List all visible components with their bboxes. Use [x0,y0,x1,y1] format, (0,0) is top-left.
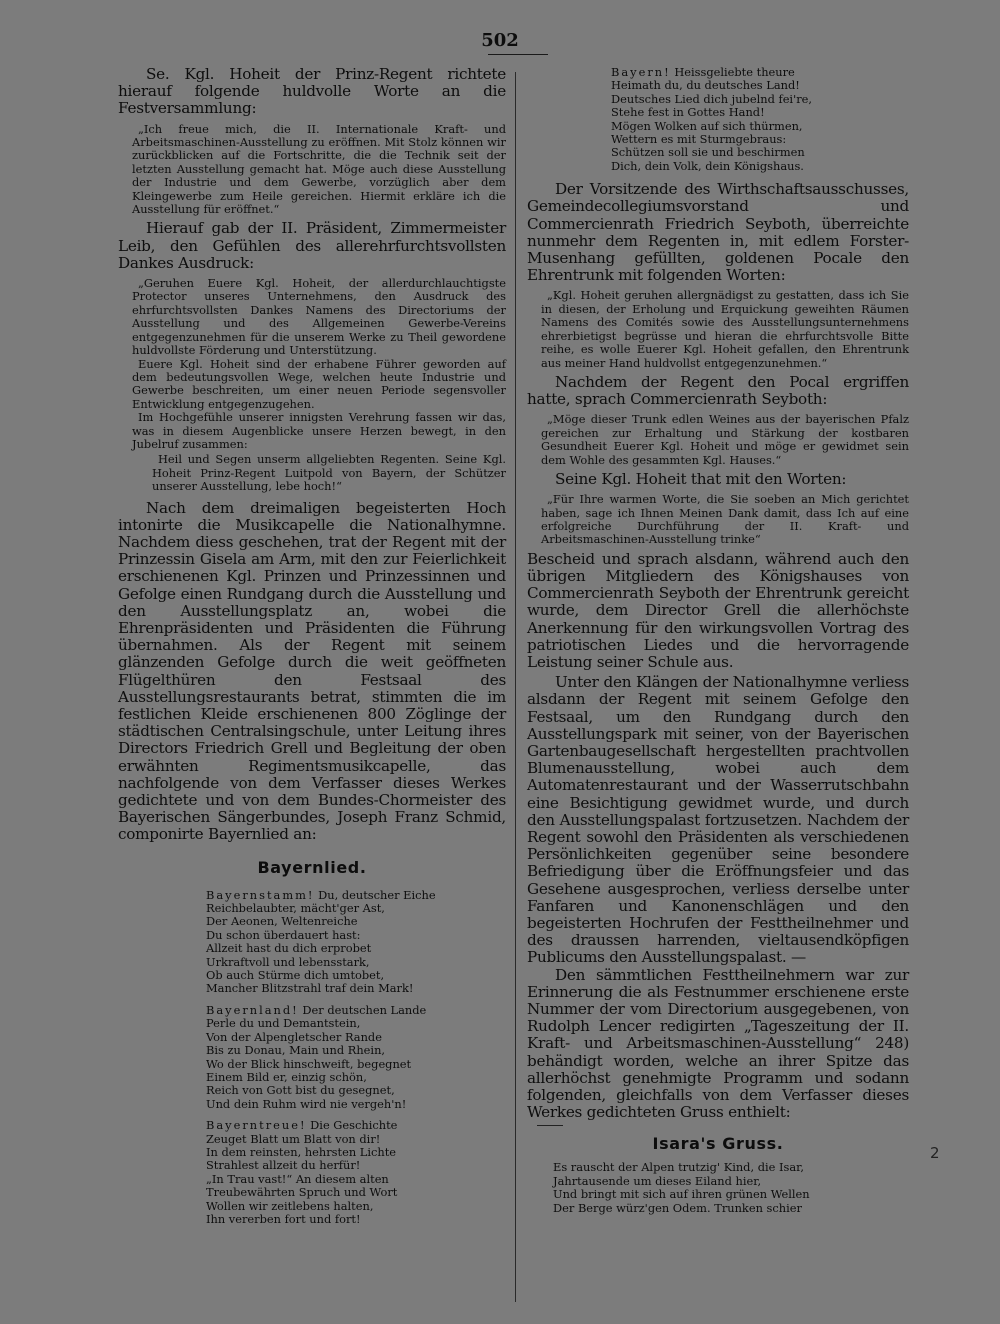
poem-line: In dem reinsten, hehrsten Lichte [206,1144,397,1159]
poem-line: Allzeit hast du dich erprobet [206,941,372,956]
paragraph: Der Vorsitzende des Wirthschaftsausschusses, Gemeindecollegiumsvorstand und Commercienrath Friedrich Seyboth, überreichte nunmehr dem Regenten in, mit edlem Forster-Musenhang gefüllten, goldenen Pocale den Ehrentrunk mit folgenden Worten: [527,180,909,285]
stanza-lead: Bayernstamm! [206,887,315,902]
stanza-lead: Bayern! [611,65,671,79]
poem-line: Die Geschichte [306,1118,398,1133]
stanza [611,66,909,173]
poem-line: Einem Bild er, einzig schön, [206,1069,367,1084]
margin-note: 2 [930,1144,940,1162]
paragraph: Unter den Klängen der Nationalhymne verliess alsdann der Regent mit seinem Gefolge den Festsaal, um den Rundgang durch den Ausstellungspark mit seiner, von der Bayerischen Gartenbaugesellschaft hergestellten prachtvollen Blumenausstellung, wobei auch dem Automatenrestaurant und der Wasserrutschbahn eine Besichtigung gewidmet wurde, und durch den Ausstellungspalast fortzusetzen. Nachdem der Regent sowohl den Präsidenten als verschiedenen Persönlichkeiten gegenüber seine besondere Befriedigung über die Eröffnungsfeier und das Gesehene ausgesprochen, verliess derselbe unter Fanfaren und Kanonenschlägen und den begeisterten Hochrufen der Festtheilnehmer und des draussen harrenden, vieltausendköpfigen Publicums den Ausstellungspalast. — [527,673,909,967]
stanza [206,1119,506,1226]
poem-line: Ihn vererben fort und fort! [206,1211,361,1226]
stanza [553,1161,909,1215]
stanza [206,889,506,996]
page-number-rule [488,54,548,55]
quote: „Ich freue mich, die II. Internationale Kraft- und Arbeitsmaschinen-Ausstellung zu eröffnen. Mit Stolz können wir zurückblicken auf die Fortschritte, die die Technik seit der letzten Ausstellung gemacht hat. Möge auch diese Ausstellung der Industrie und dem Gewerbe, vorzüglich aber dem Kleingewerbe zum Heile gereichen. Hiermit erkläre ich die Ausstellung für eröffnet.“ [132,121,506,217]
column-divider [515,72,516,1302]
paragraph: Hierauf gab der II. Präsident, Zimmermeister Leib, den Gefühlen des allerehrfurchtsvollsten Dankes Ausdruck: [118,219,506,272]
quote-block [118,277,506,494]
quote: Heil und Segen unserm allgeliebten Regenten. Seine Kgl. Hoheit Prinz-Regent Luitpold von Bayern, der Schützer unserer Ausstellung, lebe hoch!“ [152,452,506,494]
quote: Euere Kgl. Hoheit sind der erhabene Führer geworden auf dem bedeutungsvollen Wege, welchen heute Industrie und Gewerbe beschreiten, um einer neuen Periode segensvoller Entwicklung entgegenzugehen. [132,356,506,411]
poem-line: Du schon überdauert hast: [206,927,361,942]
poem-line: Es rauscht der Alpen trutzig' Kind, die Isar, [553,1160,804,1175]
right-column [527,66,909,1215]
poem-line: Mancher Blitzstrahl traf dein Mark! [206,981,414,996]
quote: Im Hochgefühle unserer innigsten Verehrung fassen wir das, was in diesem Augenblicke unsere Herzen bewegt, in den Jubelruf zusammen: [132,410,506,451]
song-title: Bayernlied. [257,857,367,877]
poem-line: Wo der Blick hinschweift, begegnet [206,1056,412,1071]
poem-line: Schützen soll sie und beschirmen [611,145,805,160]
poem-title: Isara's Gruss. [652,1134,784,1154]
paragraph: Bescheid und sprach alsdann, während auch den übrigen Mitgliedern des Königshauses von Commercienrath Seyboth der Ehrentrunk gereicht wurde, dem Director Grell die allerhöchste Anerkennung für den wirkungsvollen Vortrag des patriotischen Liedes und die hervorragende Leistung seiner Schule aus. [527,549,909,671]
poem-line: Reich von Gott bist du gesegnet, [206,1083,395,1098]
left-column [118,66,506,1234]
poem-line: Dich, dein Volk, dein Königshaus. [611,158,804,173]
poem-line: Treubewährten Spruch und Wort [206,1185,398,1200]
poem-line: Reichbelaubter, mächt'ger Ast, [206,901,385,916]
poem-line: Jahrtausende um dieses Eiland hier, [553,1173,762,1188]
poem-line: Der Aeonen, Weltenreiche [206,914,358,929]
paragraph: Seine Kgl. Hoheit that mit den Worten: [555,469,847,488]
poem-line: Und bringt mit sich auf ihren grünen Wellen [553,1187,810,1202]
paragraph: Den sämmtlichen Festtheilnehmern war zur Erinnerung die als Festnummer erschienene erste Nummer der vom Directorium ausgegebenen, von Rudolph Lencer redigirten „Tageszeitung der II. Kraft- und Arbeitsmaschinen-Ausstellung“ 248) behändigt worden, welche an ihrer Spitze das allerhöchst genehmigte Programm und sodann folgenden, gleichfalls von dem Verfasser dieses Werkes gedichteten Gruss enthielt: [527,965,909,1122]
quote: „Für Ihre warmen Worte, die Sie soeben an Mich gerichtet haben, sage ich Ihnen Meinen Dank damit, dass Ich auf eine erfolgreiche Durchführung der II. Kraft- und Arbeitsmaschinen-Ausstellung trinke“ [541,492,909,547]
poem-line: Strahlest allzeit du herfür! [206,1158,361,1173]
stanza-lead: Bayernland! [206,1002,299,1017]
paragraph: Nachdem der Regent den Pocal ergriffen hatte, sprach Commercienrath Seyboth: [527,372,909,409]
poem-line: Zeuget Blatt um Blatt von dir! [206,1131,381,1146]
quote: „Möge dieser Trunk edlen Weines aus der bayerischen Pfalz gereichen zur Erhaltung und Stärkung der kostbaren Gesundheit Euerer Kgl. Hoheit und möge er gewidmet sein dem Wohle des gesammten Kgl. Hauses.“ [541,412,909,467]
paragraph: Se. Kgl. Hoheit der Prinz-Regent richtete hierauf folgende huldvolle Worte an die Festversammlung: [118,65,506,118]
paragraph: Nach dem dreimaligen begeisterten Hoch intonirte die Musikcapelle die Nationalhymne. Nachdem diess geschehen, trat der Regent mit der Prinzessin Gisela am Arm, mit den zur Feierlichkeit erschienenen Kgl. Prinzen und Prinzessinnen und Gefolge einen Rundgang durch die Ausstellung und den Ausstellungsplatz an, wobei die Ehrenpräsidenten und Präsidenten die Führung übernahmen. Als der Regent mit seinem glänzenden Gefolge durch die weit geöffneten Flügelthüren den Festsaal des Ausstellungsrestaurants betrat, stimmten die im festlichen Kleide erschienenen 800 Zöglinge der städtischen Centralsingschule, unter Leitung ihres Directors Friedrich Grell und Begleitung der oben erwähnten Regimentsmusikcapelle, das nachfolgende von dem Verfasser dieses Werkes gedichtete und von dem Bundes-Chormeister des Bayerischen Sängerbundes, Joseph Franz Schmid, componirte Bayernlied an: [118,498,506,844]
poem-line: Perle du und Demantstein, [206,1016,361,1031]
quote: „Kgl. Hoheit geruhen allergnädigst zu gestatten, dass ich Sie in diesen, der Erholung und Erquickung geweihten Räumen Namens des Comités sowie des Ausstellungsunternehmens ehrerbietigst begrüsse und hieran die ehrfurchtsvolle Bitte reihe, es wolle Euerer Kgl. Hoheit gefallen, den Ehrentrunk aus meiner Hand huldvollst entgegenzunehmen.“ [541,288,909,370]
poem-line: Wollen wir zeitlebens halten, [206,1198,374,1213]
poem-line: Stehe fest in Gottes Hand! [611,105,765,120]
poem-line: Urkraftvoll und lebensstark, [206,954,370,969]
quote: „Geruhen Euere Kgl. Hoheit, der allerdurchlauchtigste Protector unseres Unternehmens, den Ausdruck des ehrfurchtsvollsten Dankes Namens des Directoriums der Ausstellung und des Allgemeinen Gewerbe-Vereins entgegenzunehmen für die unserem Werke zu Theil gewordene huldvollste Förderung und Unterstützung. [132,276,506,358]
poem-line: Von der Alpengletscher Rande [206,1029,382,1044]
stanza-lead: Bayerntreue! [206,1118,307,1133]
poem-line: Bis zu Donau, Main und Rhein, [206,1043,386,1058]
stanza [206,1004,506,1111]
poem-line: „In Trau vast!“ An diesem alten [206,1171,389,1186]
divider [537,1125,563,1126]
poem-line: Der deutschen Lande [298,1002,427,1017]
poem-line: Wettern es mit Sturmgebraus: [611,132,787,147]
poem-line: Ob auch Stürme dich umtobet, [206,968,385,983]
poem-line: Heissgeliebte theure [670,65,795,79]
page-number: 502 [481,30,519,51]
poem-line: Der Berge würz'gen Odem. Trunken schier [553,1200,802,1215]
poem-line: Heimath du, du deutsches Land! [611,78,800,93]
poem-line: Mögen Wolken auf sich thürmen, [611,118,803,133]
poem-line: Deutsches Lied dich jubelnd fei're, [611,91,813,106]
poem-line: Und dein Ruhm wird nie vergeh'n! [206,1096,407,1111]
poem-line: Du, deutscher Eiche [314,887,436,902]
